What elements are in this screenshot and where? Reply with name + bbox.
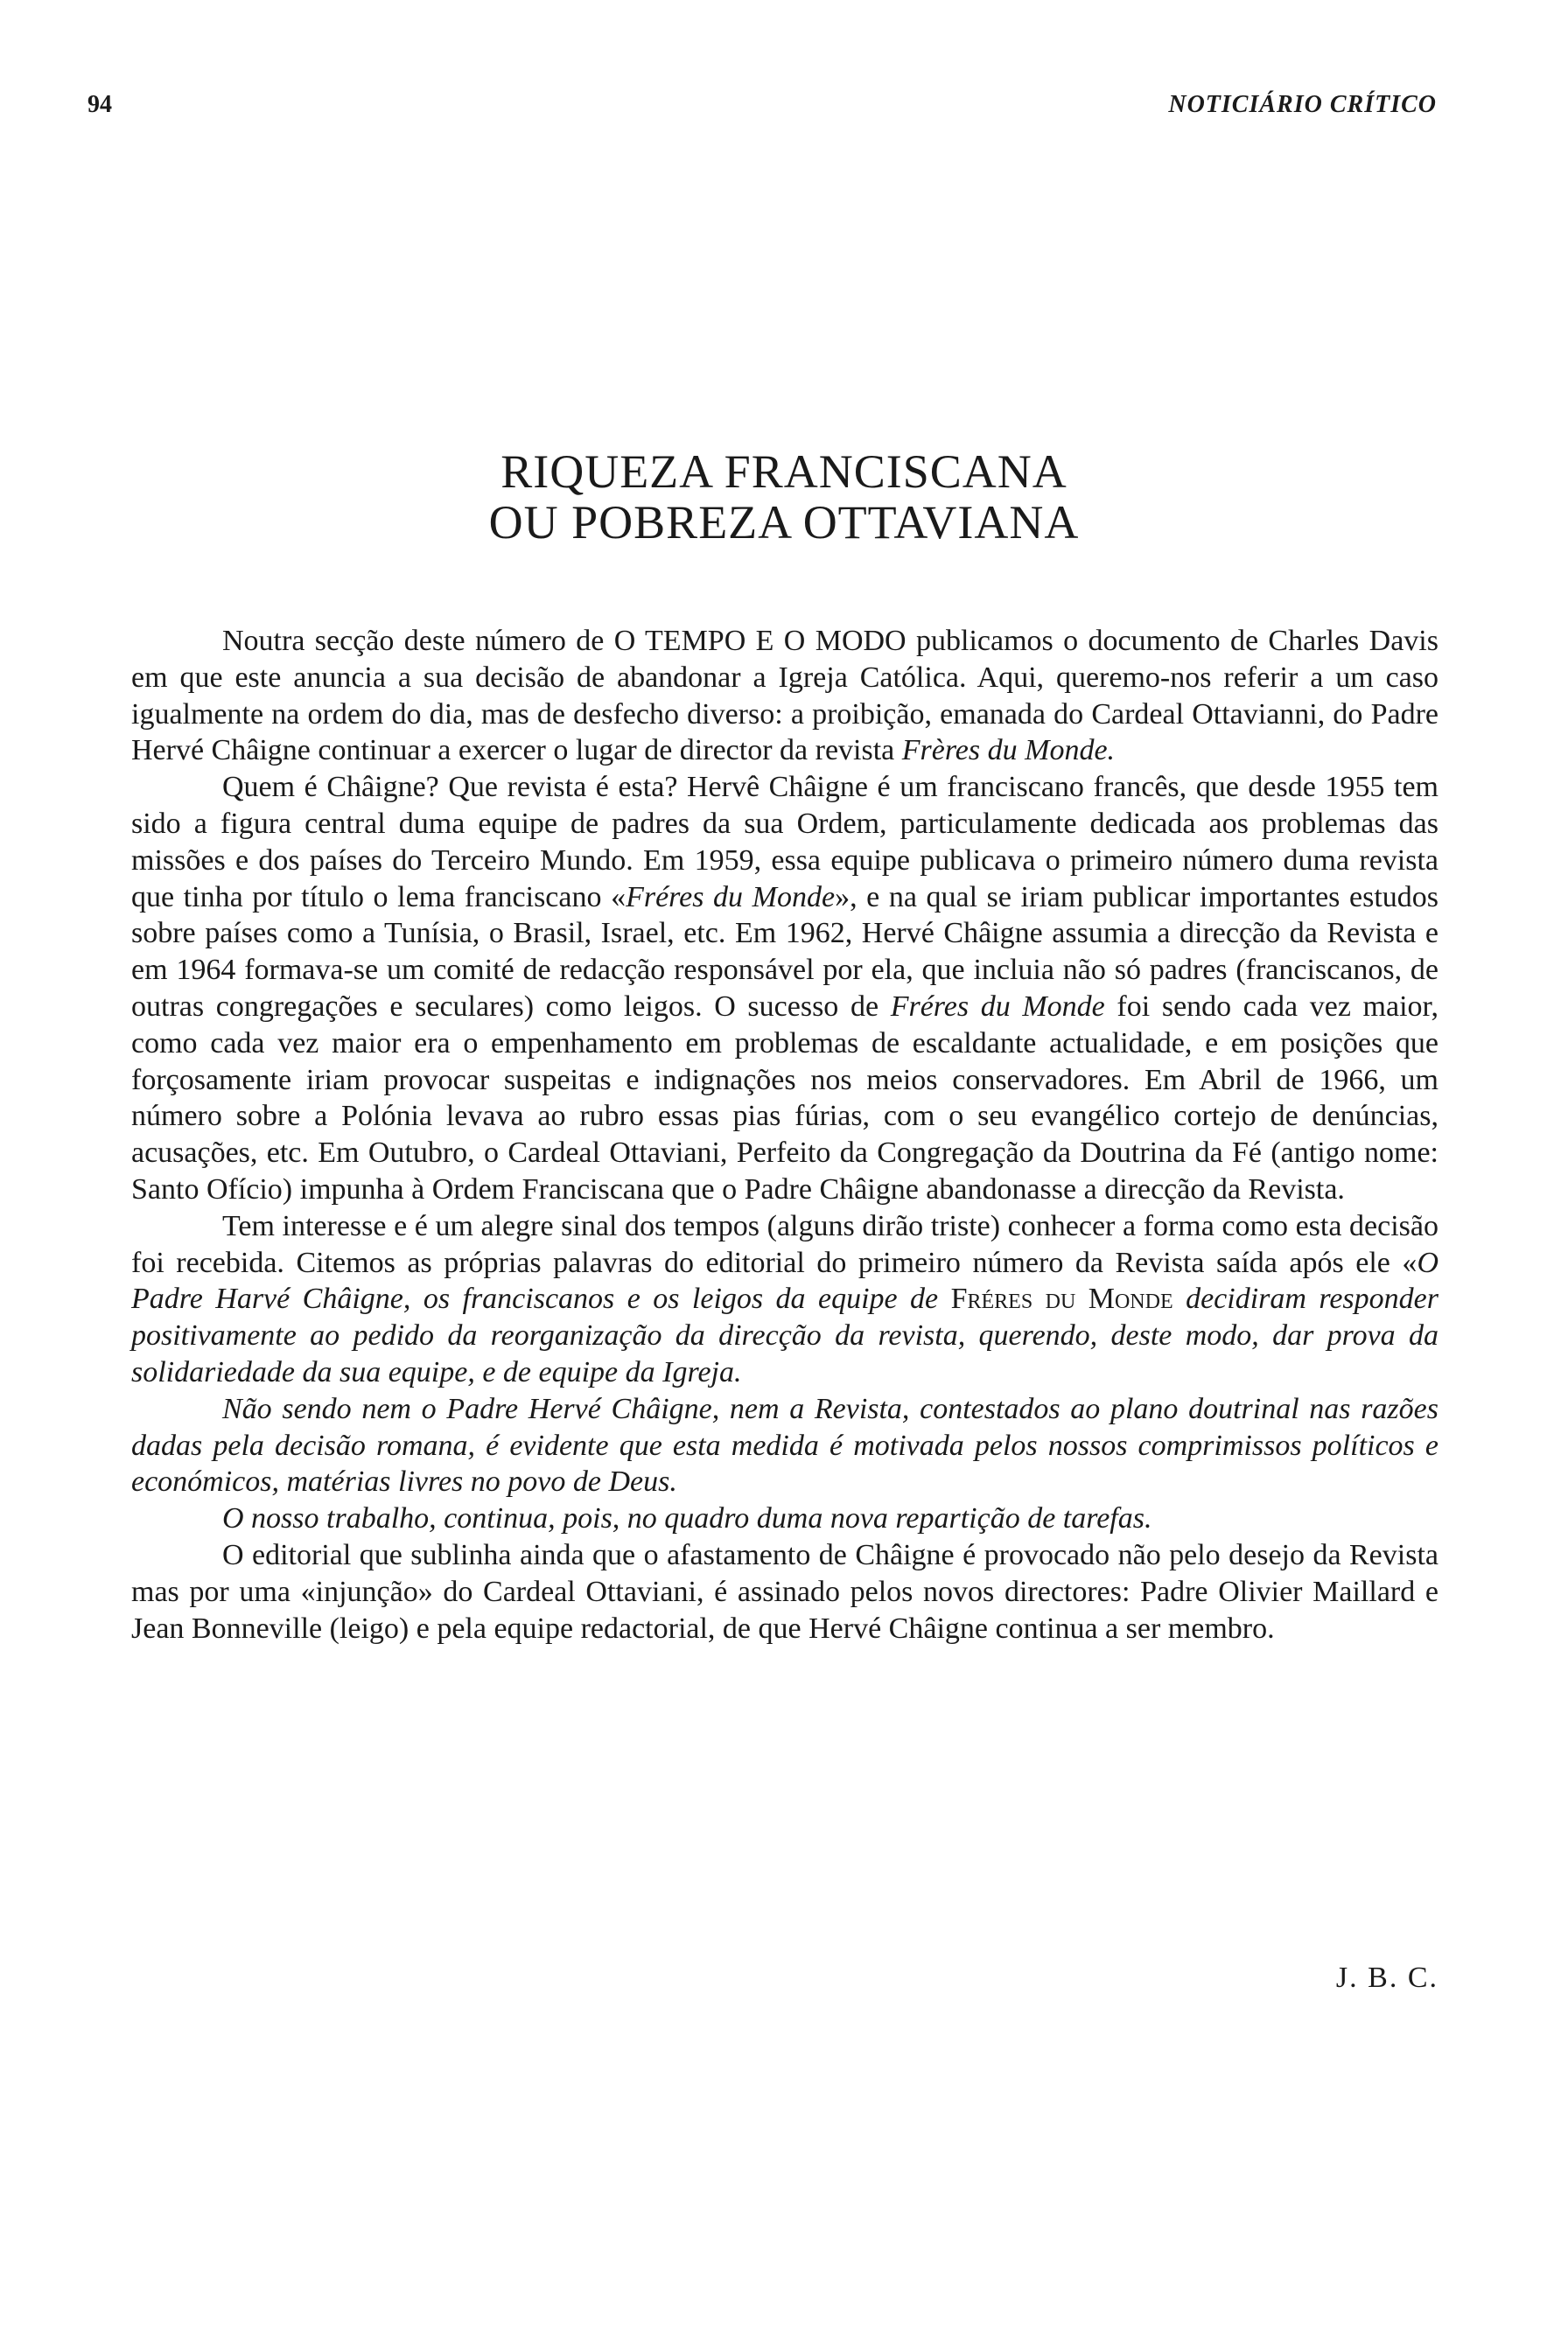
quote-paragraph-1: Não sendo nem o Padre Hervé Châigne, nem a Revista, contestados ao plano doutrinal nas razões dadas pela decisão romana, é evidente que esta medida é motivada pelos nossos comprimissos políticos e económicos, matérias livres no povo de Deus.	[131, 1392, 1438, 1499]
paragraph-2-text-b: », e na qual se iriam publicar importantes estudos sobre países como a Tunísia, o Brasil, Israel, etc. Em 1962, Hervé Châigne assumia a direcção da Revista e em 1964 formava-se um comité de redacção responsável por ela, que incluia não só padres (franciscanos, de outras congregações e seculares) como leigos. O sucesso de	[131, 880, 1438, 1023]
page-header	[88, 91, 1437, 126]
paragraph-1-text: Noutra secção deste número de O TEMPO E O MODO publicamos o documento de Charles Davis em que este anuncia a sua decisão de abandonar a Igreja Católica. Aqui, queremo-nos referir a um caso igualmente na ordem do dia, mas de desfecho diverso: a proibição, emanada do Cardeal Ottavianni, do Padre Hervé Châigne continuar a exercer o lugar de director da revista	[131, 625, 1438, 767]
article-title	[0, 446, 1568, 548]
author-signature: J. B. C.	[1335, 1962, 1438, 1994]
quote-text: O Padre Harvé Châigne, os franciscanos e os leigos da equipe de	[131, 1246, 1438, 1316]
magazine-title: Fréres du Monde	[890, 990, 1105, 1023]
paragraph-3-text: Tem interesse e é um alegre sinal dos tempos (alguns dirão triste) conhecer a forma como esta decisão foi recebida. Citemos as próprias palavras do editorial do primeiro número da Revista saída após ele «	[131, 1209, 1438, 1279]
magazine-title: Fréres du Monde	[626, 880, 836, 913]
paragraph-2-text-c: foi sendo cada vez maior, como cada vez maior era o empenhamento em problemas de escaldante actualidade, e em posições que forçosamente iriam provocar suspeitas e indignações nos meios conservadores. Em Abril de 1966, um número sobre a Polónia levava ao rubro essas pias fúrias, com o seu evangélico cortejo de denúncias, acusações, etc. Em Outubro, o Cardeal Ottaviani, Perfeito da Congregação da Doutrina da Fé (antigo nome: Santo Ofício) impunha à Ordem Franciscana que o Padre Châigne abandonasse a direcção da Revista.	[131, 990, 1438, 1206]
magazine-title: Frères du Monde.	[901, 734, 1116, 767]
paragraph-3	[131, 1208, 1438, 1391]
magazine-title: Fréres du Monde	[950, 1283, 1173, 1316]
article-body	[131, 623, 1438, 1647]
paragraph-2-text-a: Quem é Châigne? Que revista é esta? Hervê Châigne é um franciscano francês, que desde 1955 tem sido a figura central duma equipe de padres da sua Ordem, particulamente dedicada aos problemas das missões e dos países do Terceiro Mundo. Em 1959, essa equipe publicava o primeiro número duma revista que tinha por título o lema franciscano «	[131, 771, 1438, 913]
paragraph-1	[131, 623, 1438, 769]
quote-text: decidiram responder positivamente ao pedido da reorganização da direcção da revista, querendo, deste modo, dar prova da solidariedade da sua equipe, e de equipe da Igreja.	[131, 1283, 1438, 1388]
paragraph-2	[131, 769, 1438, 1208]
title-line-1: RIQUEZA FRANCISCANA	[500, 445, 1068, 498]
running-head: NOTICIÁRIO CRÍTICO	[1168, 91, 1437, 118]
quote-paragraph-2: O nosso trabalho, continua, pois, no quadro duma nova repartição de tarefas.	[222, 1502, 1152, 1535]
title-line-2: OU POBREZA OTTAVIANA	[488, 496, 1080, 549]
page-number: 94	[88, 91, 112, 118]
paragraph-6: O editorial que sublinha ainda que o afastamento de Châigne é provocado não pelo desejo da Revista mas por uma «injunção» do Cardeal Ottaviani, é assinado pelos novos directores: Padre Olivier Maillard e Jean Bonneville (leigo) e pela equipe redactorial, de que Hervé Châigne continua a ser membro.	[131, 1538, 1438, 1645]
